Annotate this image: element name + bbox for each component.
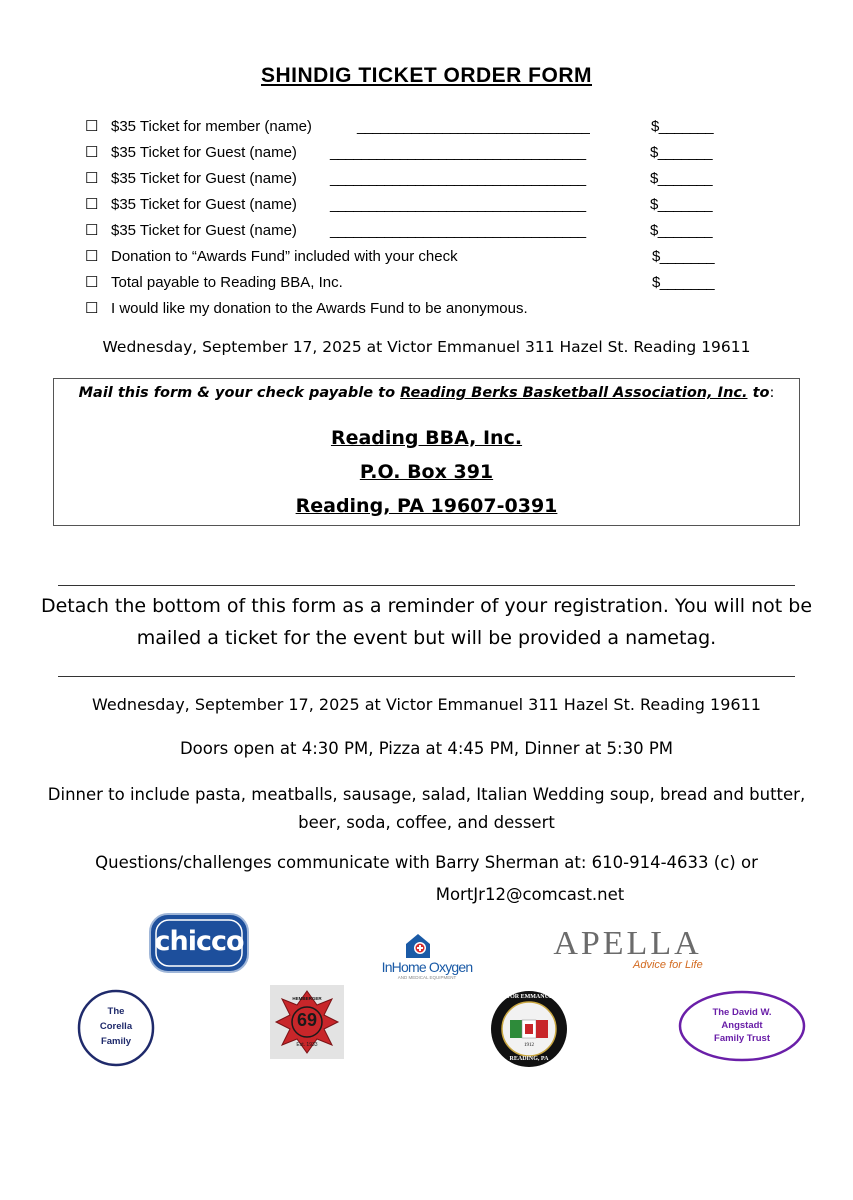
dinner-menu: Dinner to include pasta, meatballs, sausage, salad, Italian Wedding soup, bread and butter, beer, soda, coffee, and dessert bbox=[47, 785, 806, 832]
checkbox[interactable]: ☐ bbox=[85, 170, 99, 187]
divider bbox=[58, 676, 795, 677]
contact-email: MortJr12@comcast.net bbox=[435, 885, 625, 904]
checkbox[interactable]: ☐ bbox=[85, 300, 99, 317]
corella-line: Corella bbox=[99, 1021, 133, 1032]
row-label: I would like my donation to the Awards Fund to be anonymous. bbox=[111, 300, 528, 317]
corella-line: The bbox=[107, 1006, 125, 1017]
fire-top-text: HEMBERGER bbox=[292, 996, 322, 1001]
detach-notice: Detach the bottom of this form as a reminder of your registration. You will not be mailed a ticket for the event but will be provided a nametag. bbox=[40, 595, 813, 649]
ve-bottom-text: READING, PA bbox=[509, 1056, 549, 1062]
fire-number: 69 bbox=[296, 1010, 318, 1030]
angstadt-line: The David W. bbox=[712, 1007, 772, 1018]
form-row-member bbox=[85, 116, 745, 138]
checkbox[interactable]: ☐ bbox=[85, 118, 99, 135]
name-line[interactable]: ______________________________ bbox=[357, 118, 590, 135]
row-label: $35 Ticket for Guest (name) bbox=[111, 196, 297, 213]
fire-company-logo bbox=[270, 985, 344, 1059]
form-row-total bbox=[85, 272, 745, 294]
amount-line[interactable]: $_______ bbox=[650, 144, 712, 161]
amount-line[interactable]: $_______ bbox=[652, 274, 714, 291]
reminder-event-details: Wednesday, September 17, 2025 at Victor Emmanuel 311 Hazel St. Reading 19611 bbox=[92, 695, 761, 714]
victor-emmanuel-logo bbox=[490, 990, 568, 1068]
row-label: $35 Ticket for member (name) bbox=[111, 118, 312, 135]
name-line[interactable]: _________________________________ bbox=[330, 196, 586, 213]
corella-text bbox=[77, 1004, 155, 1049]
event-details: Wednesday, September 17, 2025 at Victor Emmanuel 311 Hazel St. Reading 19611 bbox=[102, 338, 751, 356]
payee-name: Reading Berks Basketball Association, Inc. bbox=[400, 385, 748, 401]
amount-line[interactable]: $_______ bbox=[651, 118, 713, 135]
row-label: Total payable to Reading BBA, Inc. bbox=[111, 274, 343, 291]
ve-year: 1912 bbox=[524, 1043, 534, 1048]
inhome-oxygen-logo bbox=[368, 930, 486, 982]
chicco-logo bbox=[148, 912, 250, 974]
amount-line[interactable]: $_______ bbox=[650, 170, 712, 187]
ve-top-text: VICTOR EMMANUEL II bbox=[495, 994, 563, 1000]
angstadt-text bbox=[678, 1006, 806, 1045]
apella-tagline: Advice for Life bbox=[633, 959, 703, 971]
amount-line[interactable]: $_______ bbox=[650, 196, 712, 213]
checkbox[interactable]: ☐ bbox=[85, 274, 99, 291]
form-row-guest bbox=[85, 194, 745, 216]
row-label: $35 Ticket for Guest (name) bbox=[111, 222, 297, 239]
apella-name: APELLA bbox=[553, 925, 702, 962]
amount-line[interactable]: $_______ bbox=[650, 222, 712, 239]
contact-line: Questions/challenges communicate with Barry Sherman at: 610-914-4633 (c) or bbox=[95, 853, 758, 872]
name-line[interactable]: _________________________________ bbox=[330, 222, 586, 239]
inhome-text: InHome Oxygen bbox=[381, 959, 473, 975]
form-row-guest bbox=[85, 220, 745, 242]
checkbox[interactable]: ☐ bbox=[85, 144, 99, 161]
row-label: $35 Ticket for Guest (name) bbox=[111, 170, 297, 187]
mailing-instruction bbox=[54, 385, 799, 401]
name-line[interactable]: _________________________________ bbox=[330, 144, 586, 161]
instruction-text: to bbox=[747, 385, 770, 401]
corella-family-logo bbox=[77, 989, 155, 1067]
name-line[interactable]: _________________________________ bbox=[330, 170, 586, 187]
angstadt-line: Angstadt bbox=[721, 1020, 763, 1031]
address-line-2: P.O. Box 391 bbox=[359, 461, 494, 483]
checkbox[interactable]: ☐ bbox=[85, 222, 99, 239]
inhome-subtext: AND MEDICAL EQUIPMENT bbox=[397, 975, 457, 980]
form-row-donation bbox=[85, 246, 745, 268]
amount-line[interactable]: $_______ bbox=[652, 248, 714, 265]
row-label: Donation to “Awards Fund” included with your check bbox=[111, 248, 458, 265]
corella-line: Family bbox=[100, 1036, 132, 1047]
colon: : bbox=[769, 385, 775, 401]
checkbox[interactable]: ☐ bbox=[85, 248, 99, 265]
form-row-guest bbox=[85, 168, 745, 190]
house-icon bbox=[368, 930, 486, 960]
address-line-3: Reading, PA 19607-0391 bbox=[295, 495, 558, 517]
address-line-1: Reading BBA, Inc. bbox=[330, 427, 523, 449]
form-title: SHINDIG TICKET ORDER FORM bbox=[261, 64, 592, 87]
row-label: $35 Ticket for Guest (name) bbox=[111, 144, 297, 161]
fire-est: Est. 1933 bbox=[296, 1042, 318, 1048]
instruction-text: Mail this form & your check payable to bbox=[78, 385, 401, 401]
angstadt-line: Family Trust bbox=[714, 1033, 770, 1044]
form-row-anonymous bbox=[85, 298, 745, 320]
apella-logo bbox=[545, 925, 710, 975]
angstadt-trust-logo bbox=[678, 990, 806, 1062]
chicco-text: chicco bbox=[154, 926, 244, 957]
divider bbox=[58, 585, 795, 586]
form-row-guest bbox=[85, 142, 745, 164]
checkbox[interactable]: ☐ bbox=[85, 196, 99, 213]
doors-schedule: Doors open at 4:30 PM, Pizza at 4:45 PM, Dinner at 5:30 PM bbox=[179, 739, 674, 758]
mailing-box bbox=[53, 378, 800, 526]
